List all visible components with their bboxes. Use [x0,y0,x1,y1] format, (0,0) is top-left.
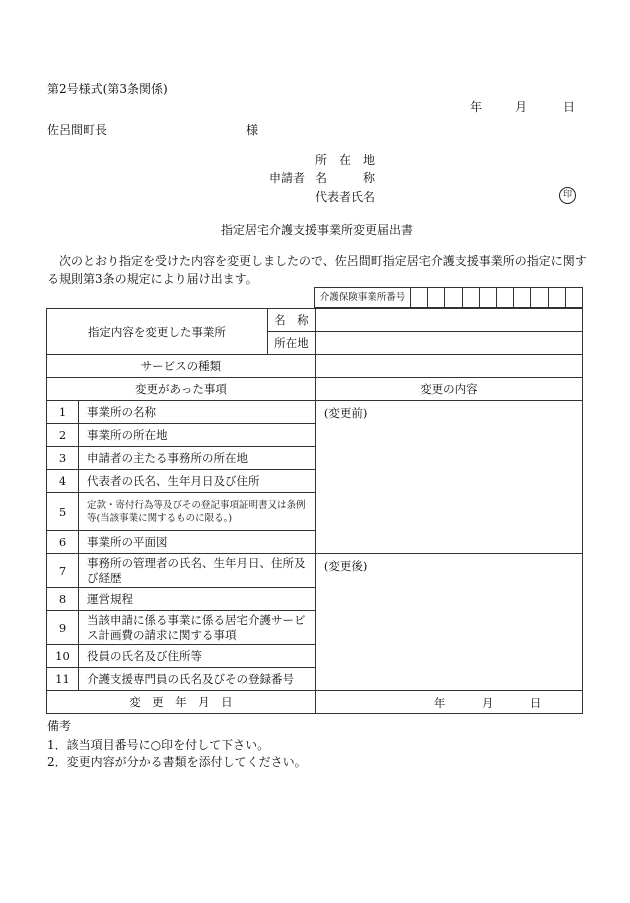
item-text: 事業所の名称 [78,401,315,424]
body-line-1: 次のとおり指定を受けた内容を変更しましたので、佐呂間町指定居宅介護支援事業所の指定に関す [47,254,587,268]
office-number-digit[interactable] [548,288,565,308]
applicant-rep-label: 代表者氏名 [315,190,376,204]
item-number[interactable]: 10 [47,645,79,668]
seal-mark: 印 [559,187,576,204]
service-type-label: サービスの種類 [47,355,316,378]
item-text: 当該申請に係る事業に係る居宅介護サービス計画費の請求に関する事項 [78,611,315,645]
note-item: 2．変更内容が分かる書類を添付してください。 [47,755,307,769]
item-number[interactable]: 5 [47,493,79,531]
item-text: 介護支援専門員の氏名及びその登録番号 [78,668,315,691]
office-number-digit[interactable] [514,288,531,308]
office-name-field[interactable] [315,309,582,332]
item-text: 事業所の所在地 [78,424,315,447]
item-number[interactable]: 9 [47,611,79,645]
item-number[interactable]: 2 [47,424,79,447]
office-address-label: 所在地 [267,332,315,355]
office-number-digit[interactable] [479,288,496,308]
item-text: 事務所の管理者の氏名、生年月日、住所及び経歴 [78,554,315,588]
item-number[interactable]: 6 [47,531,79,554]
item-text: 役員の氏名及び住所等 [78,645,315,668]
addressee-honorific: 様 [246,123,259,137]
item-number[interactable]: 1 [47,401,79,424]
applicant-label: 申請者 [269,171,306,185]
item-number[interactable]: 7 [47,554,79,588]
item-text: 運営規程 [78,588,315,611]
document-title: 指定居宅介護支援事業所変更届出書 [221,223,414,237]
office-number-digit[interactable] [411,288,428,308]
main-table [46,308,583,714]
body-line-2: る規則第3条の規定により届け出ます。 [47,272,258,286]
item-text: 申請者の主たる事務所の所在地 [78,447,315,470]
office-number-digit[interactable] [462,288,479,308]
office-number-digit[interactable] [445,288,462,308]
change-date-field[interactable] [315,691,582,714]
change-after-label: (変更後) [323,559,368,573]
date-year: 年 [470,100,483,114]
changed-office-label: 指定内容を変更した事業所 [47,309,268,355]
office-name-label: 名 称 [267,309,315,332]
item-number[interactable]: 8 [47,588,79,611]
date-day: 日 [563,100,576,114]
item-text: 定款・寄付行為等及びその登記事項証明書又は条例等(当該事業に関するものに限る。) [78,493,315,531]
change-before-label: (変更前) [323,406,368,420]
office-number-digit[interactable] [531,288,548,308]
applicant-address-label: 所 在 地 [315,153,376,167]
note-item: 1．該当項目番号に○印を付して下さい。 [47,738,270,752]
applicant-name-label: 名 称 [315,171,376,185]
item-text: 事業所の平面図 [78,531,315,554]
office-number-digit[interactable] [428,288,445,308]
change-after-cell[interactable] [315,554,582,691]
office-address-field[interactable] [315,332,582,355]
change-date-label: 変 更 年 月 日 [47,691,316,714]
changed-item-header: 変更があった事項 [47,378,316,401]
office-number-table [314,287,583,308]
change-before-cell[interactable] [315,401,582,554]
addressee-name: 佐呂間町長 [47,123,108,137]
item-number[interactable]: 4 [47,470,79,493]
item-number[interactable]: 3 [47,447,79,470]
change-content-header: 変更の内容 [315,378,582,401]
office-number-digit[interactable] [496,288,513,308]
form-number: 第2号様式(第3条関係) [47,82,168,96]
change-date-month: 月 [481,696,494,710]
item-text: 代表者の氏名、生年月日及び住所 [78,470,315,493]
item-number[interactable]: 11 [47,668,79,691]
change-date-day: 日 [529,696,542,710]
change-date-year: 年 [433,696,446,710]
notes-title: 備考 [47,719,72,733]
date-month: 月 [515,100,528,114]
office-number-digit[interactable] [565,288,582,308]
office-number-label: 介護保険事業所番号 [315,288,411,308]
service-type-field[interactable] [315,355,582,378]
